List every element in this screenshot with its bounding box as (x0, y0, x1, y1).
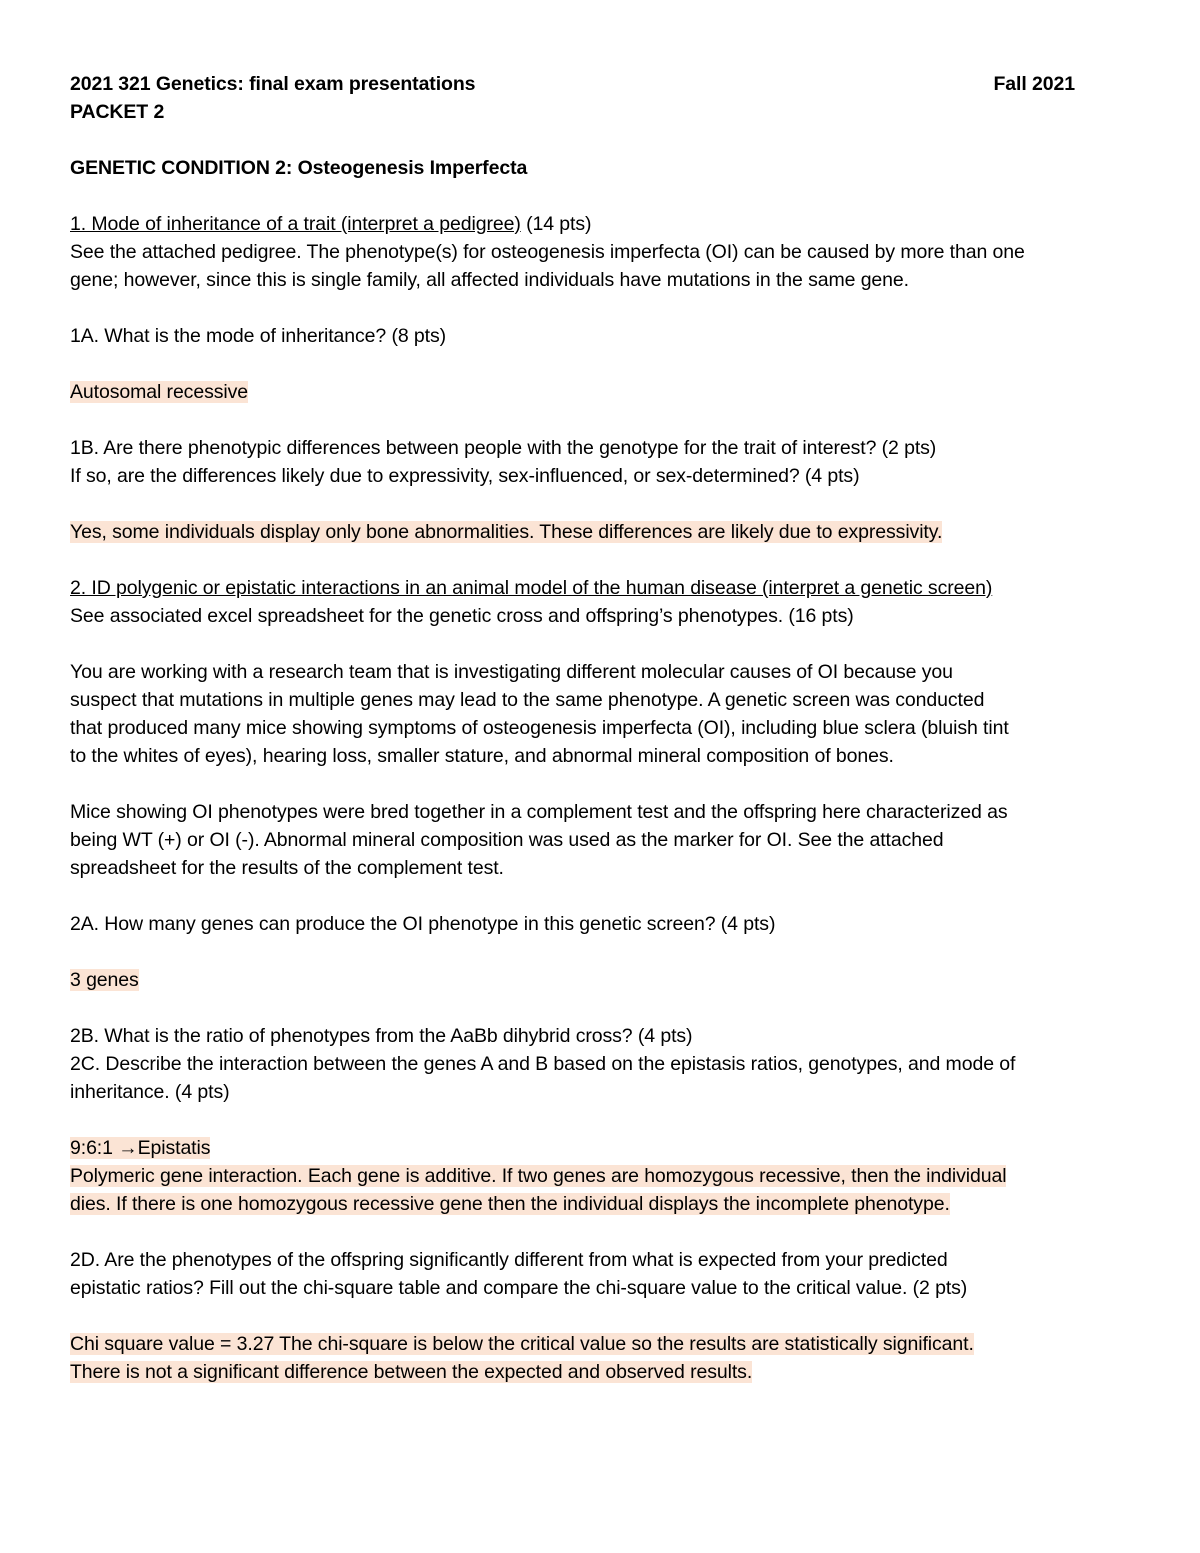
section2-para1-line3: that produced many mice showing symptoms of osteogenesis imperfecta (OI), including blue sclera (bluish tint (70, 717, 1009, 739)
answer-2c-line2: dies. If there is one homozygous recessive gene then the individual displays the incomplete phenotype. (70, 1193, 950, 1215)
section2-para2-line2: being WT (+) or OI (-). Abnormal mineral composition was used as the marker for OI. See the attached (70, 829, 944, 851)
question-2c-line1: 2C. Describe the interaction between the genes A and B based on the epistasis ratios, genotypes, and mode of (70, 1053, 1016, 1075)
answer-2b: 9:6:1 →Epistatis (70, 1137, 211, 1159)
question-2c-line2: inheritance. (4 pts) (70, 1081, 230, 1103)
document-page (70, 70, 1140, 1386)
answer-2c-line1: Polymeric gene interaction. Each gene is additive. If two genes are homozygous recessive, then the individual (70, 1165, 1007, 1187)
answer-2d-line1: Chi square value = 3.27 The chi-square is below the critical value so the results are statistically significant. (70, 1333, 974, 1355)
question-2a: 2A. How many genes can produce the OI phenotype in this genetic screen? (4 pts) (70, 913, 776, 935)
section1-points: (14 pts) (520, 213, 592, 235)
section1-intro-line1: See the attached pedigree. The phenotype(s) for osteogenesis imperfecta (OI) can be caused by more than one (70, 241, 1025, 263)
section2-para1-line2: suspect that mutations in multiple genes may lead to the same phenotype. A genetic screen was conducted (70, 689, 985, 711)
section2-para2-line1: Mice showing OI phenotypes were bred together in a complement test and the offspring here characterized as (70, 801, 1008, 823)
question-1b-line1: 1B. Are there phenotypic differences between people with the genotype for the trait of interest? (2 pts) (70, 437, 937, 459)
question-2d-line1: 2D. Are the phenotypes of the offspring significantly different from what is expected from your predicted (70, 1249, 948, 1271)
packet-label: PACKET 2 (70, 101, 165, 123)
section1-heading-line (70, 210, 1140, 238)
section1-heading: 1. Mode of inheritance of a trait (interpret a pedigree) (70, 213, 521, 235)
condition-heading: GENETIC CONDITION 2: Osteogenesis Imperfecta (70, 157, 528, 179)
section1-intro-line2: gene; however, since this is single family, all affected individuals have mutations in the same gene. (70, 269, 909, 291)
section2-para2-line3: spreadsheet for the results of the complement test. (70, 857, 504, 879)
question-1b-line2: If so, are the differences likely due to expressivity, sex-influenced, or sex-determined? (4 pts) (70, 465, 860, 487)
question-1a: 1A. What is the mode of inheritance? (8 pts) (70, 325, 447, 347)
document-term: Fall 2021 (993, 73, 1075, 95)
section2-heading: 2. ID polygenic or epistatic interactions in an animal model of the human disease (interpret a genetic screen) (70, 577, 993, 599)
document-header (70, 70, 1075, 98)
section2-para1-line4: to the whites of eyes), hearing loss, smaller stature, and abnormal mineral composition of bones. (70, 745, 894, 767)
document-title: 2021 321 Genetics: final exam presentations (70, 73, 476, 95)
section2-subheading: See associated excel spreadsheet for the genetic cross and offspring’s phenotypes. (16 pts) (70, 605, 854, 627)
question-2b: 2B. What is the ratio of phenotypes from the AaBb dihybrid cross? (4 pts) (70, 1025, 693, 1047)
section2-para1-line1: You are working with a research team that is investigating different molecular causes of OI because you (70, 661, 953, 683)
question-2d-line2: epistatic ratios? Fill out the chi-square table and compare the chi-square value to the critical value. (2 pts) (70, 1277, 968, 1299)
answer-1a: Autosomal recessive (70, 381, 249, 403)
answer-1b: Yes, some individuals display only bone abnormalities. These differences are likely due to expressivity. (70, 521, 943, 543)
answer-2a: 3 genes (70, 969, 139, 991)
answer-2d-line2: There is not a significant difference between the expected and observed results. (70, 1361, 753, 1383)
